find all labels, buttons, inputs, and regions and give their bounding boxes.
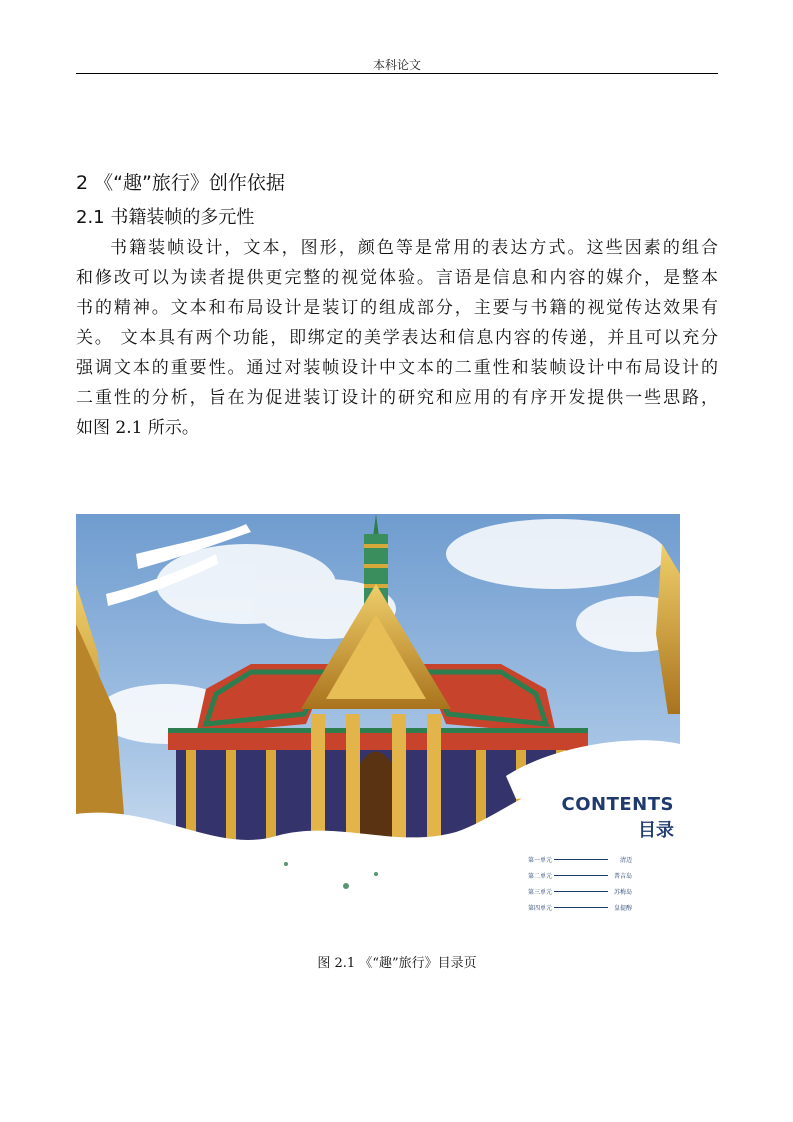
toc-item xyxy=(528,900,632,916)
header-rule xyxy=(76,73,718,74)
toc-item xyxy=(528,884,632,900)
contents-title-zh: 目录 xyxy=(638,820,674,841)
toc-unit: 第二单元 xyxy=(528,873,553,880)
toc-item xyxy=(528,852,632,868)
toc-list xyxy=(528,852,632,916)
toc-unit: 第一单元 xyxy=(528,857,553,864)
toc-leader-line xyxy=(554,907,608,908)
toc-place: 苏梅岛 xyxy=(613,889,632,896)
body-line: 强调文本的重要性。通过对装帧设计中文本的二重性和装帧设计中布局设计的 xyxy=(76,358,718,378)
toc-unit: 第四单元 xyxy=(528,905,553,912)
toc-leader-line xyxy=(554,891,608,892)
body-line: 书籍装帧设计，文本，图形，颜色等是常用的表达方式。这些因素的组合 xyxy=(110,238,718,258)
running-header: 本科论文 xyxy=(372,58,421,72)
toc-leader-line xyxy=(554,875,608,876)
toc-place: 皇提醇 xyxy=(613,905,632,912)
body-line: 和修改可以为读者提供更完整的视觉体验。言语是信息和内容的媒介，是整本 xyxy=(76,268,718,288)
toc-leader-line xyxy=(554,859,608,860)
body-line: 二重性的分析，旨在为促进装订设计的研究和应用的有序开发提供一些思路， xyxy=(76,388,718,408)
body-line: 如图 2.1 所示。 xyxy=(76,418,199,438)
toc-place: 清迈 xyxy=(619,857,632,864)
toc-unit: 第三单元 xyxy=(528,889,553,896)
contents-title-en: CONTENTS xyxy=(561,794,674,815)
section-heading: 2.1 书籍装帧的多元性 xyxy=(76,207,255,228)
chapter-heading: 2 《“趣”旅行》创作依据 xyxy=(76,172,285,194)
figure-caption: 图 2.1 《“趣”旅行》目录页 xyxy=(317,956,477,971)
toc-item xyxy=(528,868,632,884)
body-line: 关。 文本具有两个功能，即绑定的美学表达和信息内容的传递，并且可以充分 xyxy=(76,328,718,348)
toc-place: 普吉岛 xyxy=(613,873,632,880)
body-paragraph xyxy=(76,233,718,443)
body-line: 书的精神。文本和布局设计是装订的组成部分，主要与书籍的视觉传达效果有 xyxy=(76,298,718,318)
contents-page-figure xyxy=(76,514,680,916)
